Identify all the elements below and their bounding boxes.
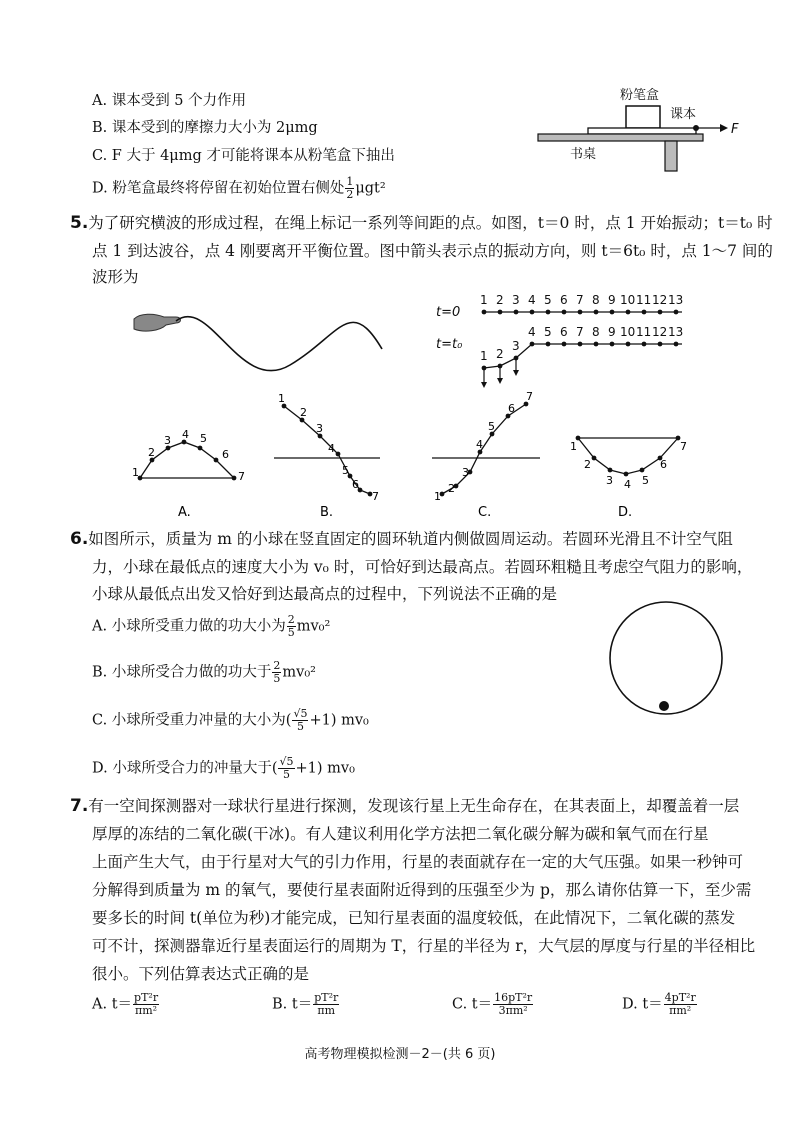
q7-line-4: 分解得到质量为 m 的氧气，要使行星表面附近得到的压强至少为 p，那么请你估算一下，至少需 [92, 881, 752, 899]
q7-b-fraction [313, 992, 339, 1017]
option-d-label: D. [618, 505, 633, 520]
q7-option-b [272, 992, 340, 1017]
hand-icon [134, 314, 181, 331]
svg-text:7: 7 [238, 470, 245, 483]
svg-text:5: 5 [642, 474, 649, 487]
q5-rope-figure [130, 305, 390, 385]
q6-number: 6. [70, 529, 89, 549]
q6-d-prefix: D. 小球所受合力的冲量大于( [92, 760, 278, 777]
svg-text:13: 13 [668, 325, 684, 339]
svg-text:2: 2 [300, 406, 307, 419]
q6-option-d [92, 756, 355, 781]
pt-label-10: 10 [620, 293, 636, 307]
q6-option-a [92, 614, 330, 639]
svg-text:6: 6 [222, 448, 229, 461]
svg-text:8: 8 [592, 325, 600, 339]
rope-wave [176, 317, 382, 371]
q6-c-prefix: C. 小球所受重力冲量的大小为( [92, 712, 292, 729]
q5-points-diagram [430, 290, 700, 395]
q7-number: 7. [70, 796, 89, 816]
pt-label-7: 7 [576, 293, 584, 307]
q7-c-den: 3πm² [498, 1004, 528, 1017]
q7-c-num: 16pT²r [494, 991, 533, 1004]
q6-c-den: 5 [296, 720, 304, 733]
q6-a-fraction [287, 614, 296, 639]
q4-d-frac-den: 2 [346, 188, 354, 201]
q6-a-den: 5 [287, 626, 295, 639]
svg-text:5: 5 [544, 325, 552, 339]
option-c-label: C. [478, 505, 492, 520]
desk-leg [665, 141, 677, 171]
q7-line-3: 上面产生大气，由于行星对大气的引力作用，行星的表面就存在一定的大气压强。如果一秒钟可 [92, 853, 744, 871]
q6-c-suffix: +1) mv₀ [309, 712, 369, 729]
svg-text:6: 6 [660, 458, 667, 471]
svg-text:6: 6 [560, 325, 568, 339]
svg-text:3: 3 [512, 339, 520, 353]
svg-text:11: 11 [636, 325, 652, 339]
q4-option-b: B. 课本受到的摩擦力大小为 2μmg [92, 120, 318, 136]
svg-text:2: 2 [496, 347, 504, 361]
svg-text:1: 1 [480, 349, 488, 363]
svg-text:4: 4 [182, 428, 189, 441]
pt-label-13: 13 [668, 293, 684, 307]
svg-text:1: 1 [132, 466, 139, 479]
pt-label-4: 4 [528, 293, 536, 307]
q7-option-d [622, 992, 698, 1017]
svg-text:2: 2 [148, 446, 155, 459]
svg-text:6: 6 [508, 402, 515, 415]
pt-label-1: 1 [480, 293, 488, 307]
desk-top [538, 134, 703, 141]
chalk-box [626, 106, 660, 128]
svg-text:4: 4 [476, 438, 483, 451]
book-label: 课本 [670, 107, 697, 122]
q7-b-den: πm [317, 1004, 336, 1017]
svg-text:7: 7 [680, 440, 687, 453]
q5-option-c-figure [428, 390, 548, 520]
option-a-label: A. [178, 505, 191, 520]
q6-line-1 [70, 528, 733, 550]
q5-number: 5. [70, 213, 89, 233]
desk-label: 书桌 [570, 147, 597, 162]
q6-d-suffix: +1) mv₀ [295, 760, 355, 777]
force-label: F [731, 122, 739, 137]
q7-a-num: pT²r [134, 991, 159, 1004]
q7-d-prefix: D. t＝ [622, 996, 663, 1013]
svg-text:10: 10 [620, 325, 636, 339]
q6-option-b [92, 660, 316, 685]
q7-d-num: 4pT²r [664, 991, 696, 1004]
chalk-box-label: 粉笔盒 [620, 88, 660, 103]
q5-text-1: 为了研究横波的形成过程，在绳上标记一系列等间距的点。如图，t＝0 时，点 1 开始振动；t＝t₀ 时 [88, 214, 773, 232]
q5-option-b-figure [268, 390, 388, 520]
tt0-label: t=t₀ [436, 337, 463, 352]
q7-line-5: 要多长的时间 t(单位为秒)才能完成，已知行星表面的温度较低，在此情况下，二氧化碳的蒸发 [92, 909, 736, 927]
q7-a-prefix: A. t＝ [92, 996, 133, 1013]
page-footer: 高考物理模拟检测－2－(共 6 页) [304, 1047, 496, 1062]
svg-text:3: 3 [462, 466, 469, 479]
t0-label: t=0 [436, 305, 461, 320]
q7-line-6: 可不计，探测器靠近行星表面运行的周期为 T，行星的半径为 r，大气层的厚度与行星的半径相比 [92, 937, 756, 955]
pt-label-2: 2 [496, 293, 504, 307]
svg-text:9: 9 [608, 325, 616, 339]
q4-option-d-fraction [345, 176, 354, 201]
q4-d-frac-num: 1 [346, 175, 354, 188]
q7-option-a [92, 992, 160, 1017]
q6-a-suffix: mv₀² [296, 618, 331, 635]
q6-line-2: 力，小球在最低点的速度大小为 v₀ 时，可恰好到达最高点。若圆环粗糙且考虑空气阻力的影响， [92, 558, 753, 576]
svg-text:5: 5 [488, 420, 495, 433]
svg-text:7: 7 [576, 325, 584, 339]
svg-text:6: 6 [352, 478, 359, 491]
q6-d-num: √5 [279, 755, 294, 768]
q6-d-fraction [278, 756, 294, 781]
q4-option-d [92, 176, 386, 201]
pt-label-5: 5 [544, 293, 552, 307]
q4-option-d-prefix: D. 粉笔盒最终将停留在初始位置右侧处 [92, 180, 345, 197]
t0-row [480, 293, 683, 314]
ball [659, 701, 669, 711]
svg-text:7: 7 [526, 390, 533, 403]
q4-option-c: C. F 大于 4μmg 才可能将课本从粉笔盒下抽出 [92, 148, 395, 164]
pt-label-8: 8 [592, 293, 600, 307]
q6-b-suffix: mv₀² [282, 664, 316, 681]
q4-figure [530, 82, 750, 177]
svg-text:4: 4 [528, 325, 536, 339]
pt-label-9: 9 [608, 293, 616, 307]
svg-text:3: 3 [164, 434, 171, 447]
svg-text:4: 4 [624, 478, 631, 491]
q5-line-3: 波形为 [92, 268, 139, 286]
q6-option-c [92, 708, 369, 733]
svg-text:1: 1 [278, 392, 285, 405]
q6-text-1: 如图所示，质量为 m 的小球在竖直固定的圆环轨道内侧做圆周运动。若圆环光滑且不计空气阻 [88, 530, 733, 548]
q5-option-d-figure [566, 420, 690, 520]
q7-a-den: πm² [135, 1004, 158, 1017]
q4-option-a: A. 课本受到 5 个力作用 [92, 93, 247, 109]
svg-text:3: 3 [316, 422, 323, 435]
pt-label-3: 3 [512, 293, 520, 307]
svg-text:12: 12 [652, 325, 668, 339]
q7-b-prefix: B. t＝ [272, 996, 313, 1013]
svg-text:5: 5 [200, 432, 207, 445]
q7-b-num: pT²r [314, 991, 339, 1004]
tt0-row [480, 325, 683, 388]
q6-a-prefix: A. 小球所受重力做的功大小为 [92, 618, 286, 635]
q5-line-1 [70, 212, 773, 234]
force-arrowhead [720, 124, 728, 132]
q7-text-1: 有一空间探测器对一球状行星进行探测，发现该行星上无生命存在，在其表面上，却覆盖着一层 [88, 797, 740, 815]
q7-c-prefix: C. t＝ [452, 996, 493, 1013]
q6-circle-track [596, 600, 736, 720]
q6-b-num: 2 [273, 659, 281, 672]
q7-line-1 [70, 795, 739, 817]
svg-text:1: 1 [434, 490, 441, 503]
svg-text:4: 4 [328, 442, 335, 455]
svg-text:2: 2 [448, 482, 455, 495]
q6-c-fraction [292, 708, 308, 733]
svg-text:7: 7 [372, 490, 379, 503]
q7-line-7: 很小。下列估算表达式正确的是 [92, 965, 310, 983]
q6-c-num: √5 [293, 707, 308, 720]
svg-text:5: 5 [342, 464, 349, 477]
pt-label-6: 6 [560, 293, 568, 307]
q6-d-den: 5 [282, 768, 290, 781]
q5-option-a-figure [128, 420, 258, 520]
q6-a-num: 2 [287, 613, 295, 626]
q6-b-fraction [272, 660, 281, 685]
q7-line-2: 厚厚的冻结的二氧化碳(干冰)。有人建议利用化学方法把二氧化碳分解为碳和氧气而在行星 [92, 825, 709, 843]
option-b-label: B. [320, 505, 334, 520]
pt-label-11: 11 [636, 293, 652, 307]
svg-text:2: 2 [584, 458, 591, 471]
q7-option-c [452, 992, 534, 1017]
svg-text:1: 1 [570, 440, 577, 453]
svg-text:3: 3 [606, 474, 613, 487]
q6-b-den: 5 [273, 672, 281, 685]
q6-b-prefix: B. 小球所受合力做的功大于 [92, 664, 272, 681]
q7-d-fraction [664, 992, 697, 1017]
pt-label-12: 12 [652, 293, 668, 307]
book [588, 128, 696, 134]
q7-a-fraction [133, 992, 159, 1017]
q7-c-fraction [493, 992, 533, 1017]
q5-line-2: 点 1 到达波谷，点 4 刚要离开平衡位置。图中箭头表示点的振动方向，则 t＝6t₀ 时，点 1～7 间的 [92, 242, 773, 260]
q7-d-den: πm² [669, 1004, 692, 1017]
q4-option-d-suffix: μgt² [355, 180, 386, 197]
q6-line-3: 小球从最低点出发又恰好到达最高点的过程中，下列说法不正确的是 [92, 585, 558, 603]
